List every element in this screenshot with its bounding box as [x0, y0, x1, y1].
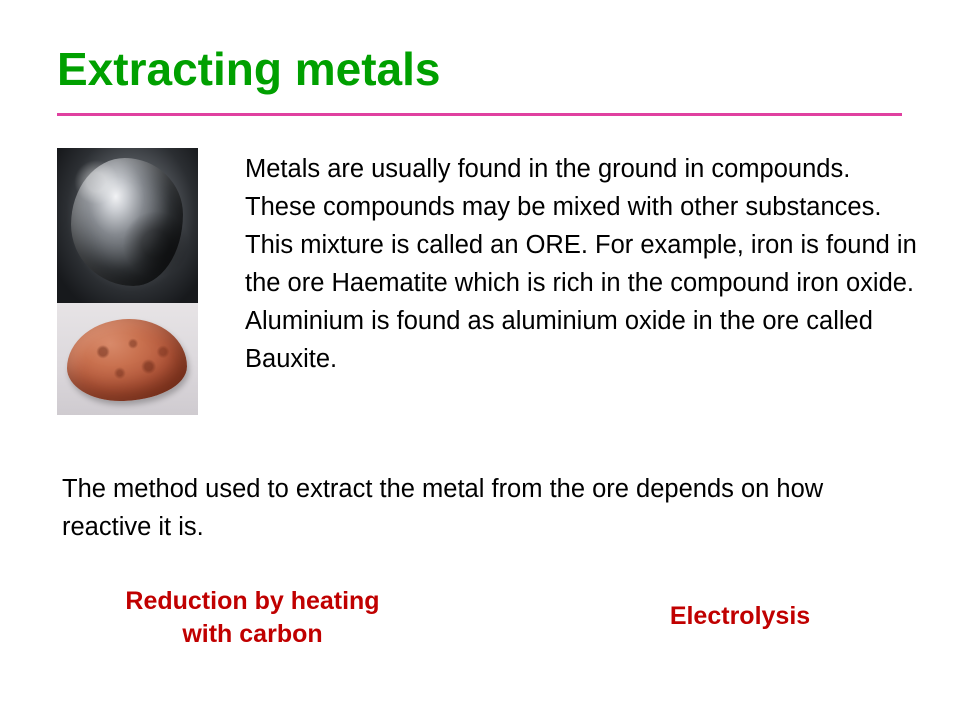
- galena-ore-photo: [57, 148, 198, 303]
- option-electrolysis: Electrolysis: [669, 602, 811, 630]
- intro-paragraph: Metals are usually found in the ground in compounds. These compounds may be mixed with other substances. This mixture is called an ORE. For example, iron is found in the ore Haematite which is rich in the compound iron oxide. Aluminium is found as aluminium oxide in the ore called Bauxite.: [245, 155, 917, 373]
- title-divider: [57, 113, 902, 116]
- haematite-ore-photo: [57, 303, 198, 415]
- method-paragraph: The method used to extract the metal from the ore depends on how reactive it is.: [62, 475, 824, 541]
- option-reduction-by-heating-with-carbon: Reduction by heating with carbon: [125, 587, 380, 648]
- page-title: Extracting metals: [57, 43, 441, 95]
